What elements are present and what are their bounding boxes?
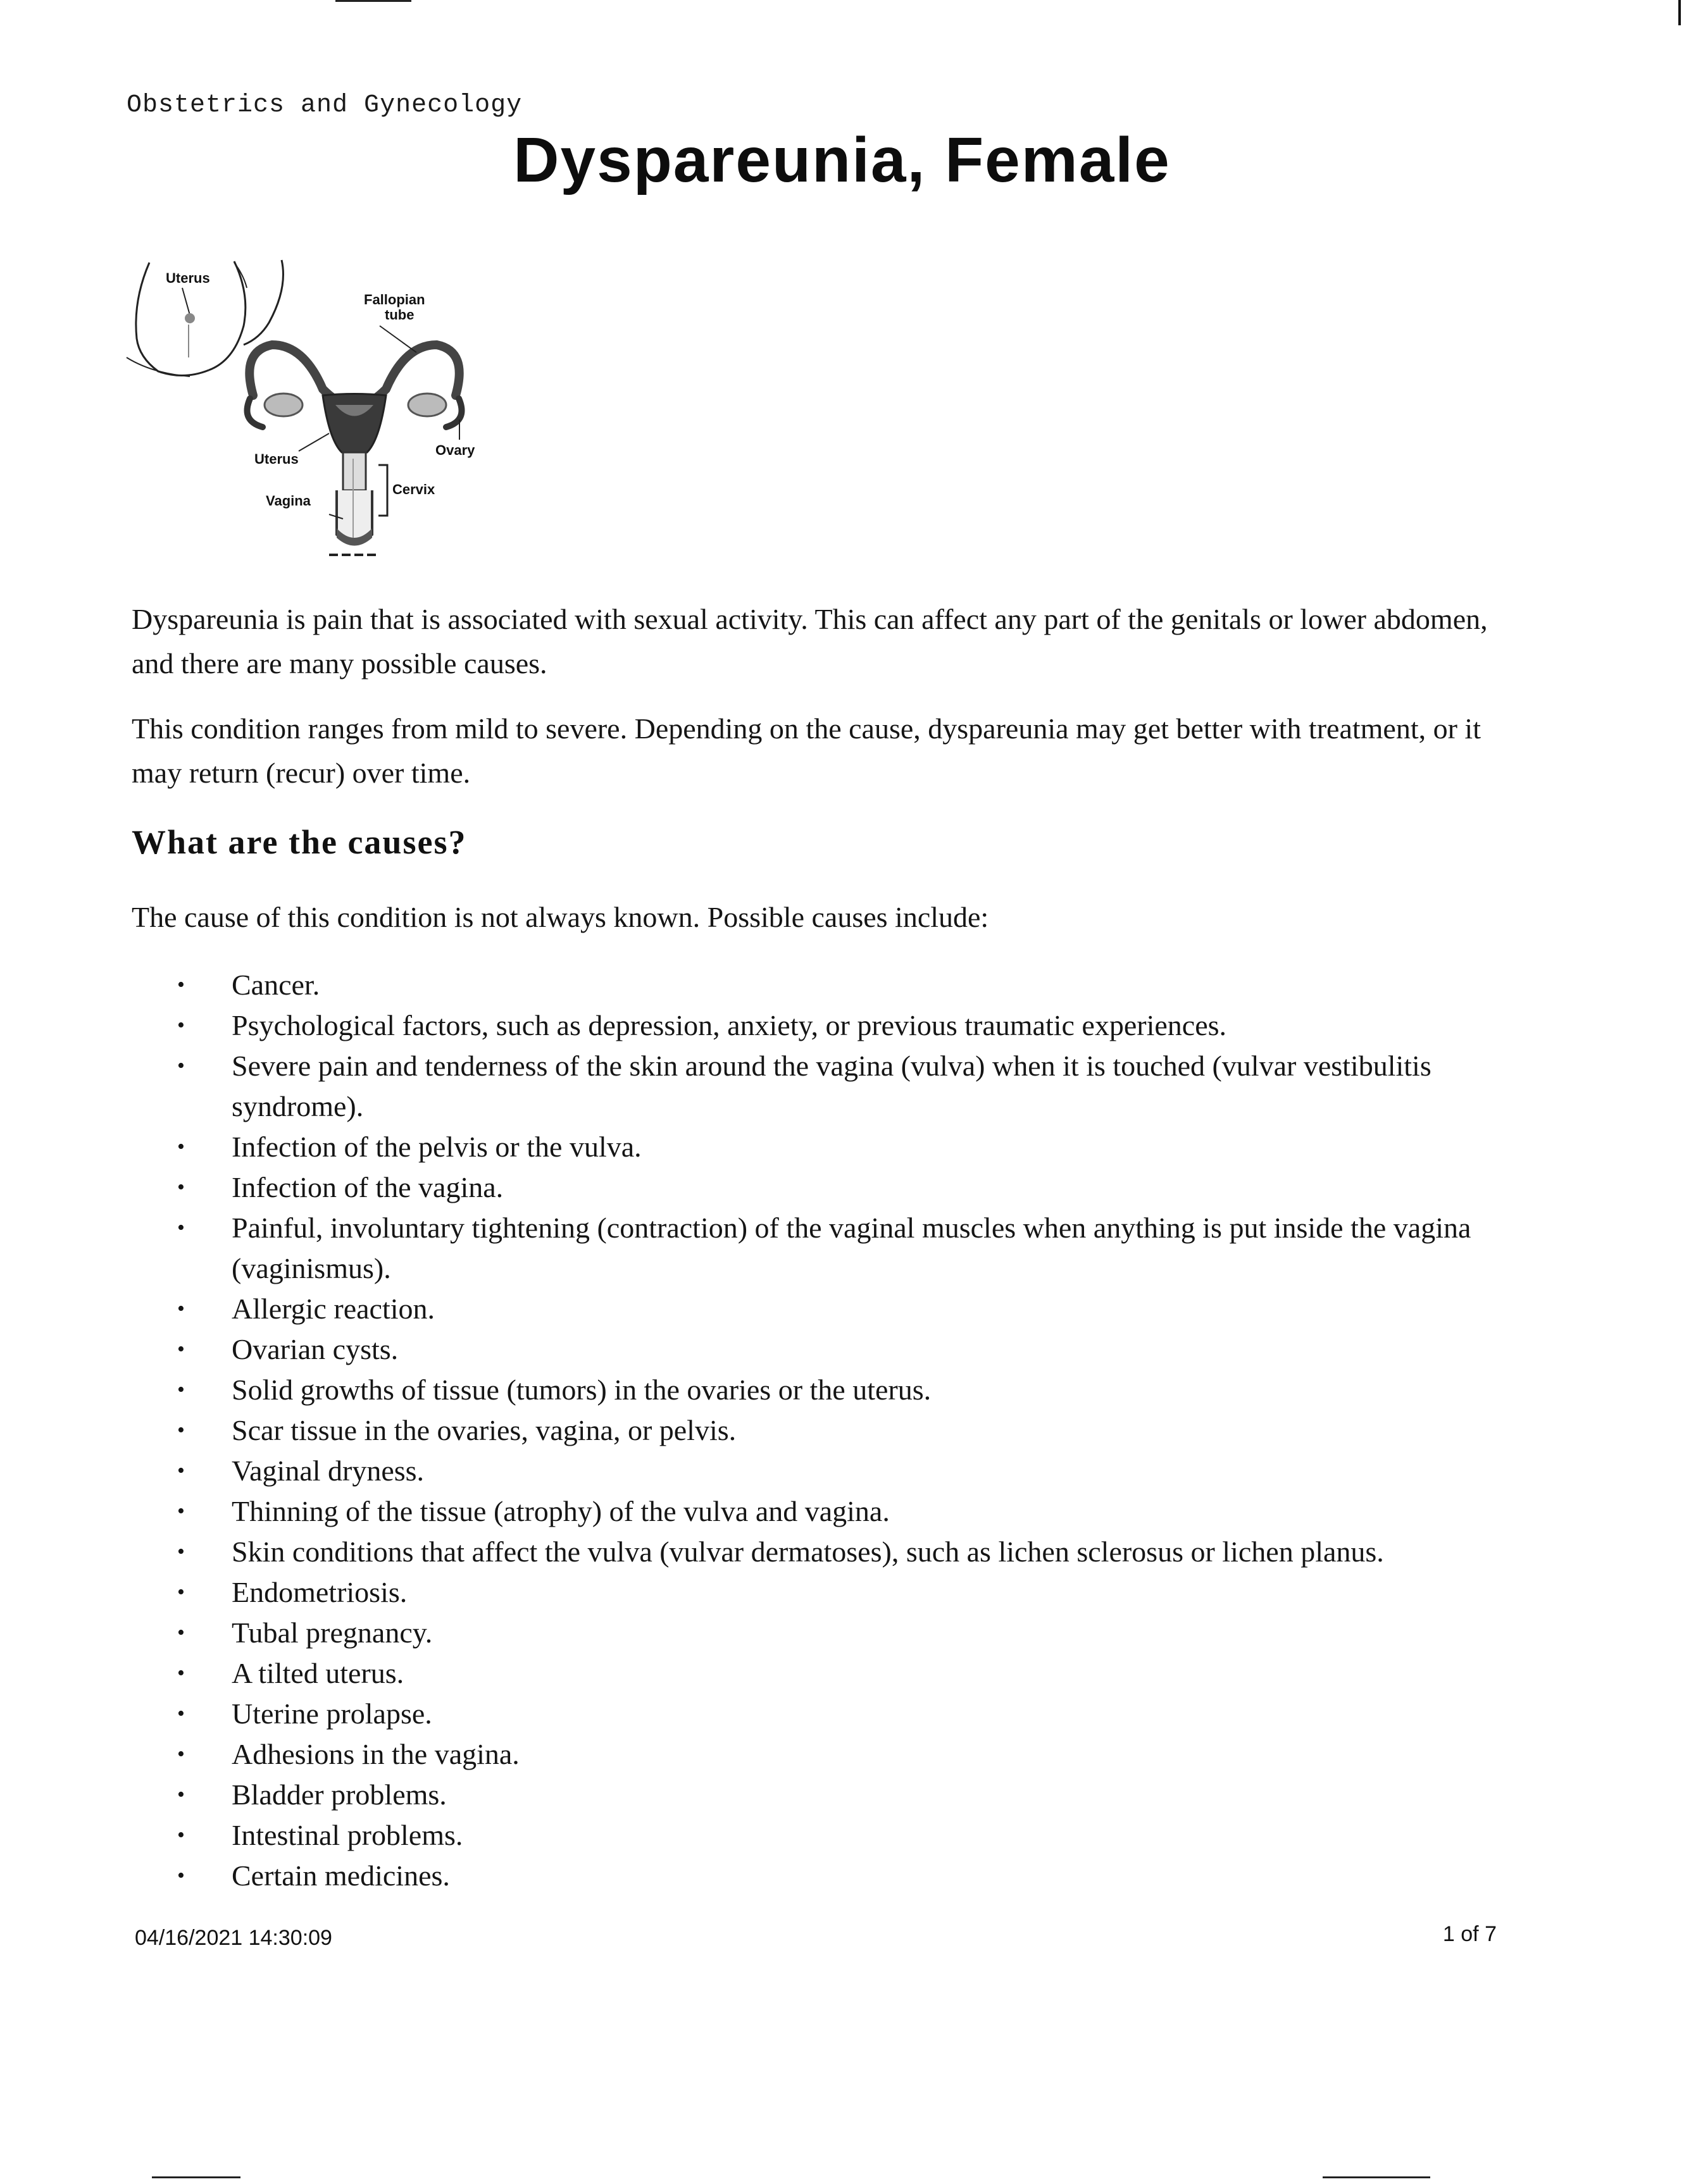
list-item-text: Severe pain and tenderness of the skin around the vagina (vulva) when it is touched (vulvar vestibulitis syndrome). (232, 1050, 1431, 1122)
list-item-text: Tubal pregnancy. (232, 1616, 433, 1649)
bullet-icon: • (177, 1216, 185, 1239)
list-item (132, 1167, 1524, 1208)
bullet-icon: • (177, 1580, 185, 1604)
list-item (132, 1775, 1524, 1815)
list-item-text: Psychological factors, such as depression, anxiety, or previous traumatic experiences. (232, 1009, 1227, 1041)
list-item-text: Solid growths of tissue (tumors) in the ovaries or the uterus. (232, 1374, 932, 1406)
list-item (132, 1856, 1524, 1896)
list-item (132, 1694, 1524, 1734)
causes-lead: The cause of this condition is not always known. Possible causes include: (132, 901, 989, 933)
list-item-text: Infection of the pelvis or the vulva. (232, 1131, 642, 1163)
list-item (132, 1653, 1524, 1694)
bullet-icon: • (177, 1742, 185, 1766)
list-item-text: Bladder problems. (232, 1778, 447, 1811)
page-title: Dyspareunia, Female (513, 125, 1171, 195)
intro-paragraph-2: This condition ranges from mild to severe. Depending on the cause, dyspareunia may get better with treatment, or it may return (recur) over time. (132, 712, 1481, 789)
list-item (132, 1491, 1524, 1532)
list-item (132, 1289, 1524, 1329)
list-item (132, 965, 1524, 1005)
page-number: 1 of 7 (1442, 1922, 1497, 1946)
list-item-text: Allergic reaction. (232, 1293, 435, 1325)
list-item (132, 1815, 1524, 1856)
bullet-icon: • (177, 973, 185, 996)
bullet-icon: • (177, 1297, 185, 1320)
list-item (132, 1572, 1524, 1613)
list-item (132, 1370, 1524, 1410)
bullet-icon: • (177, 1459, 185, 1482)
bullet-icon: • (177, 1621, 185, 1644)
list-item-text: Adhesions in the vagina. (232, 1738, 520, 1770)
list-item-text: Vaginal dryness. (232, 1455, 425, 1487)
cervix-label: Cervix (392, 481, 435, 497)
list-item (132, 1734, 1524, 1775)
bullet-icon: • (177, 1499, 185, 1523)
bullet-icon: • (177, 1176, 185, 1199)
bullet-icon: • (177, 1014, 185, 1037)
fallopian-label-line2: tube (385, 307, 415, 323)
scan-artifact-edge (1678, 0, 1681, 25)
list-item (132, 1127, 1524, 1167)
list-item (132, 1613, 1524, 1653)
causes-list (132, 965, 1524, 1896)
bullet-icon: • (177, 1054, 185, 1077)
causes-heading: What are the causes? (132, 823, 467, 861)
list-item (132, 1208, 1524, 1289)
list-item-text: Ovarian cysts. (232, 1333, 399, 1365)
bullet-icon: • (177, 1823, 185, 1847)
bullet-icon: • (177, 1661, 185, 1685)
print-timestamp: 04/16/2021 14:30:09 (135, 1926, 332, 1950)
list-item-text: Scar tissue in the ovaries, vagina, or pelvis. (232, 1414, 737, 1446)
list-item (132, 1451, 1524, 1491)
list-item-text: Endometriosis. (232, 1576, 408, 1608)
list-item (132, 1005, 1524, 1046)
vagina-label: Vagina (266, 493, 311, 509)
fallopian-label-line1: Fallopian (364, 292, 425, 307)
bullet-icon: • (177, 1337, 185, 1361)
scan-artifact-top (335, 0, 411, 2)
female-reproductive-diagram (114, 250, 494, 573)
list-item-text: Uterine prolapse. (232, 1697, 432, 1730)
list-item (132, 1046, 1524, 1127)
scan-artifact-bottom-left (152, 2176, 240, 2178)
bullet-icon: • (177, 1864, 185, 1887)
ovary-label: Ovary (435, 442, 475, 458)
uterus-label: Uterus (254, 451, 299, 467)
bullet-icon: • (177, 1540, 185, 1563)
bullet-icon: • (177, 1702, 185, 1725)
list-item-text: Intestinal problems. (232, 1819, 463, 1851)
list-item-text: A tilted uterus. (232, 1657, 404, 1689)
bullet-icon: • (177, 1135, 185, 1158)
document-category: Obstetrics and Gynecology (127, 91, 523, 120)
list-item-text: Infection of the vagina. (232, 1171, 504, 1203)
list-item-text: Painful, involuntary tightening (contraction) of the vaginal muscles when anything is put inside the vagina (vaginismus). (232, 1212, 1471, 1284)
anatomy-illustration (114, 250, 494, 573)
scan-artifact-bottom-right (1323, 2176, 1430, 2178)
bullet-icon: • (177, 1378, 185, 1401)
inset-uterus-label: Uterus (166, 270, 210, 286)
list-item-text: Certain medicines. (232, 1859, 450, 1892)
list-item (132, 1329, 1524, 1370)
bullet-icon: • (177, 1418, 185, 1442)
list-item (132, 1410, 1524, 1451)
list-item-text: Skin conditions that affect the vulva (vulvar dermatoses), such as lichen sclerosus or lichen planus. (232, 1536, 1384, 1568)
list-item-text: Cancer. (232, 969, 320, 1001)
list-item (132, 1532, 1524, 1572)
list-item-text: Thinning of the tissue (atrophy) of the vulva and vagina. (232, 1495, 890, 1527)
bullet-icon: • (177, 1783, 185, 1806)
intro-paragraph-1: Dyspareunia is pain that is associated with sexual activity. This can affect any part of the genitals or lower abdomen, and there are many possible causes. (132, 603, 1488, 679)
